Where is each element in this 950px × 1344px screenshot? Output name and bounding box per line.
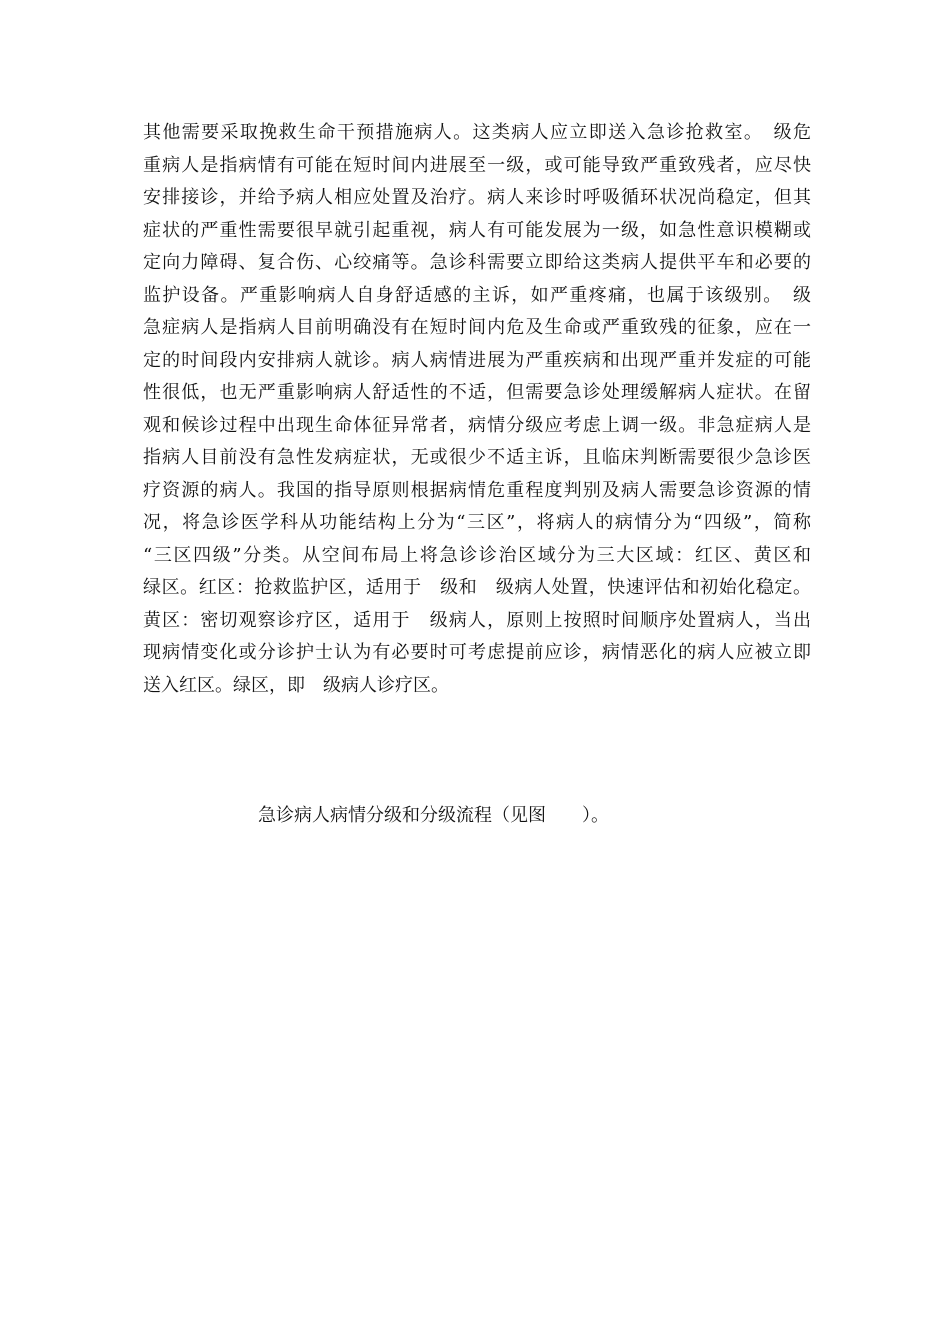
text-line-15: 绿区。红区：抢救监护区，适用于 级和 级病人处置，快速评估和初始化稳定。 (143, 577, 811, 598)
text-line-5: 定向力障碍、复合伤、心绞痛等。急诊科需要立即给这类病人提供平车和必要的 (143, 252, 811, 273)
text-line-1: 其他需要采取挽救生命干预措施病人。这类病人应立即送入急诊抢救室。 级危 (143, 122, 811, 143)
text-line-10: 观和候诊过程中出现生命体征异常者，病情分级应考虑上调一级。非急症病人是 (143, 414, 811, 436)
text-line-9: 性很低，也无严重影响病人舒适性的不适，但需要急诊处理缓解病人症状。在留 (143, 382, 811, 403)
text-line-16: 黄区：密切观察诊疗区，适用于 级病人，原则上按照时间顺序处置病人，当出 (143, 609, 811, 631)
text-line-8: 定的时间段内安排病人就诊。病人病情进展为严重疾病和出现严重并发症的可能 (143, 349, 811, 371)
text-line-17: 现病情变化或分诊护士认为有必要时可考虑提前应诊，病情恶化的病人应被立即 (143, 642, 811, 663)
text-line-4: 症状的严重性需要很早就引起重视，病人有可能发展为一级，如急性意识模糊或 (143, 219, 811, 241)
text-line-13: 况，将急诊医学科从功能结构上分为“三区”，将病人的病情分为“四级”，简称 (143, 512, 811, 533)
text-line-14: “三区四级”分类。从空间布局上将急诊诊治区域分为三大区域：红区、黄区和 (143, 544, 811, 566)
figure-reference-caption: 急诊病人病情分级和分级流程（见图 ）。 (258, 805, 609, 826)
text-line-2: 重病人是指病情有可能在短时间内进展至一级，或可能导致严重致残者，应尽快 (143, 154, 811, 176)
text-line-6: 监护设备。严重影响病人自身舒适感的主诉，如严重疼痛，也属于该级别。 级 (143, 284, 811, 306)
text-line-12: 疗资源的病人。我国的指导原则根据病情危重程度判别及病人需要急诊资源的情 (143, 479, 811, 501)
text-line-3: 安排接诊，并给予病人相应处置及治疗。病人来诊时呼吸循环状况尚稳定，但其 (143, 187, 811, 208)
text-line-7: 急症病人是指病人目前明确没有在短时间内危及生命或严重致残的征象，应在一 (143, 317, 811, 338)
text-line-11: 指病人目前没有急性发病症状，无或很少不适主诉，且临床判断需要很少急诊医 (143, 447, 811, 468)
text-line-18: 送入红区。绿区，即 级病人诊疗区。 (143, 674, 449, 696)
body-paragraph (143, 117, 811, 702)
